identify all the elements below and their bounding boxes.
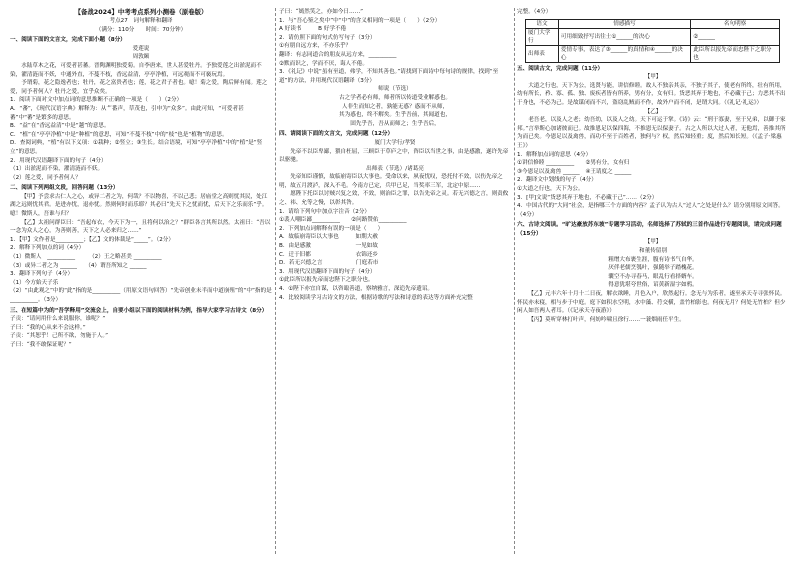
table-cell: 此臣所以报先帝而忠陛下之职分也 [691,45,780,62]
table-cell: 可用细致抒写出往士①______的决心 [558,28,690,45]
table-header: 情感描写 [558,19,690,28]
passage-paragraph: 【乙】元丰六年十月十二日夜，解衣欲睡，月色入户，欣然起行。念无与为乐者，遂至承天寺寻张怀民。怀民亦未寝，相与步于中庭。庭下如积水空明，水中藻、荇交横，盖竹柏影也。何夜无月？何处无竹柏？但少闲人如吾两人者耳。（《记承天寺夜游》） [517,291,786,315]
question: 2．用现代汉语翻译下面的句子（4分） [10,157,107,164]
passage-paragraph: 愿陛下托臣以讨贼兴复之效，不效，则治臣之罪，以告先帝之灵。若无兴德之言，则责攸之、祎、允等之慢，以彰其咎。 [279,191,509,207]
question: 2．解释下列加点的词（4分） [10,245,85,252]
question: 3．《礼记》中说“虽有至道，弗学，不知其善也。”请找到下面诗中每句诗的规律，找到“至道”的方法，并用现代汉语翻译（3分） [279,69,499,84]
option: D．若无兴德之言 门庭若市 [279,260,379,267]
question: 2．翻译文中划线的句子（4分） [517,177,597,184]
passage-label: 【甲】 [644,239,662,246]
dialogue-line: 子贡：“其恕乎！己所不欲，勿施于人。” [10,333,109,340]
passage-label: 【乙】 [644,108,662,115]
sub-question: ③今恩足以及禽兽 ______ ④王请度之 ______ [517,168,632,175]
question: （2）“由此观之”中的“此”指的是__________（用原文语句回答）“先帝创业未半而中道崩殂”的“中”指的是__________。（3分） [10,288,272,303]
question: 完整。（4分） [517,9,552,15]
column-middle [279,8,511,556]
option: B．由是感激 一见如故 [279,243,378,250]
passage-title: 厦门大学行/孝贤 [374,139,416,146]
poem-line: 其为惑也，终不解矣。生乎吾前，其闻道也， [339,112,451,119]
sub-question: ①有朋自远方来，不亦乐乎？ [279,43,352,50]
passage-title: 爱莲说 [132,45,150,52]
score-line: （满分：110分 时间：70分钟） [95,26,187,33]
question: 3．[甲]文说“货恶其弃于地也，不必藏于己”……（2分） [517,194,658,201]
question: 4．比较阅读学习古诗文的方法，根据诗歌的写法和诗意的表达等方面补充完整 [279,294,473,301]
column-divider [514,8,515,554]
sub-question: ①此臣所以报先帝而忠陛下之职分也。 [279,277,374,284]
option: D．查阅词典，“植”有以下义项：①栽种；②竖立；③生长。结合语境，可知“亭亭净植”中的“植”是“竖立”的意思。 [10,140,263,155]
question: 1．解释加点词的意思（4分） [517,151,592,158]
passage-author: 周敦颐 [132,54,150,61]
sub-question: ①讲信修睦 __________ ②男有分，女有归 [517,160,630,167]
question: 2．请仿照下面的句式仿写句子（3分） [279,34,376,41]
question: 3．翻译下列句子（4分） [10,271,74,278]
option: B．“益”在“香远益清”中是“越”的意思。 [10,123,110,130]
option: C．“植”在“亭亭净植”中是“种植”的意思，可知“不蔓不枝”中的“枝”也是“植物”的意思。 [10,131,228,138]
section-heading: 六、古诗文阅读。“旷达豪放苏东坡”专题学习活动，名师选择了苏轼的三首作品进行专题阅读，请完成问题（15分） [517,222,782,237]
sub-question: 4．①陛下亦宜自谋，以咨诹善道，察纳雅言，深追先帝遗诏。 [279,286,434,292]
column-right [517,8,789,556]
passage-paragraph: 老吾老，以及人之老；幼吾幼，以及人之幼。天下可运于掌。《诗》云：“刑于寡妻，至于兄弟，以御于家邦。”言举斯心加诸彼而已。故推恩足以保四海，不推恩无以保妻子。古之人所以大过人者，无他焉，善推其所为而已矣。今恩足以及禽兽，而功不至于百姓者，独何与？权，然后知轻重；度，然后知长短。（《孟子·梁惠王》） [517,117,786,149]
column-divider [275,8,276,554]
table-row [526,28,780,45]
dialogue-line: 子曰：“我不敢保证呢？” [10,341,72,348]
section-heading: 一、阅读下面的文言文，完成下面小题（8分） [10,37,126,44]
document-title: 【备战2024】中考考点系列小测卷（原卷版） [74,8,208,16]
option: A．“蕃”，《现代汉语字典》解释为：从艹番声，草茂也，引申为“众多”。由此可知，“可爱者甚蕃”中“蕃”是繁多的意思。 [10,105,244,121]
table-cell: 出师表 [526,45,559,62]
sub-question: ①裴人嘲臣鄙__________ ②问路赞佑__________ [279,217,407,224]
table-header-row [526,19,780,28]
topic-heading: 考点27 词句解释和翻译 [109,18,173,24]
passage-paragraph: 【乙】太祖问群臣曰：“吾起布衣，今天下为一，且将何以治之？”群臣各言其所以然。太祖曰：“吾以一念为众人之心，为善则善，天下之人必来归之……” [10,219,271,235]
table-cell: 厦门大学行 [526,28,559,45]
passage-paragraph: 先帝知臣谨慎，故临崩寄臣以大事也。受命以来，夙夜忧叹，恐托付不效，以伤先帝之明，故五月渡泸，深入不毛。今南方已定，兵甲已足，当奖率三军，北定中原…… [279,174,503,189]
passage-paragraph: 予谓菊，花之隐逸者也；牡丹，花之富贵者也；莲，花之君子者也。噫！菊之爱，陶后鲜有闻。莲之爱，同予者何人？牡丹之爱，宜乎众矣。 [10,80,268,95]
question: 4．中国古代的“大同”社会，是指哪三个方面的内容？孟子认为古人“过人”之处是什么？请分别用原文回答。（4分） [517,203,784,218]
passage-paragraph: 大道之行也，天下为公，选贤与能，讲信修睦。故人不独亲其亲，不独子其子，使老有所终，壮有所用，幼有所长，矜、寡、孤、独、废疾者皆有所养，男有分，女有归。货恶其弃于地也，不必藏于己；力恶其不出于身也，不必为己。是故谋闭而不兴，盗窃乱贼而不作，故外户而不闭，是谓大同。（《礼记·礼运》） [517,82,786,106]
passage-paragraph: 水陆草木之花，可爱者甚蕃。晋陶渊明独爱菊。自李唐来，世人甚爱牡丹。予独爱莲之出淤泥而不染，濯清涟而不妖，中通外直，不蔓不枝，香远益清，亭亭净植，可远观而不可亵玩焉。 [10,62,262,78]
passage-label: 【甲】 [644,74,662,81]
column-left [10,8,272,556]
comparison-table [525,19,780,63]
passage-paragraph: 【丙】莫听穿林打叶声，何妨吟啸且徐行……一蓑烟雨任平生。 [528,316,685,323]
table-cell: ②______ [691,28,780,45]
passage-title: 出师表（节选）/诸葛亮 [366,165,424,172]
sub-question: ②默而识之，学而不厌，诲人不倦。 [279,60,368,67]
sub-question: （3）或异二者之为 ______ （4）谓吾所知之 ______ [10,262,147,269]
sub-question: （2）莲之爱，同予者何人？ [10,174,81,181]
table-cell: 爱情专事，表达了③______的真情和④______的决心 [558,45,690,62]
poem-line: 囊空不办寻春马，眼乱行看择婿车。 [608,273,698,280]
passage-paragraph: 先帝不以臣卑鄙，猥自枉屈，三顾臣于草庐之中，咨臣以当世之事，由是感激，遂许先帝以驱驰。 [279,148,509,164]
poem-line: 得意犹堪夸世俗，诏黄新湿字如鸦。 [608,282,698,289]
question: 1．请给下列句中加点字注音（2分） [279,208,371,215]
poem-line: 厌伴老儒烹瓠叶，强随举子踏槐花。 [608,265,698,272]
question: 1．【甲】文作者是__________；【乙】文的体裁是“_____”。（2分） [10,236,174,243]
section-heading: 四、请阅读下面的文言文，完成问题（12分） [279,131,394,138]
section-heading: 三、在短篇中为的“吾学释用”交流会上，自要小组以下面的阅读材料为例，指导大家学习古诗文（8分） [10,307,268,314]
poem-line: 粗缯大布裹生涯，腹有诗书气自华。 [608,256,698,263]
question: 2．下列加点词解释有误的一项是（ ） [279,225,384,232]
table-header: 语文 [526,19,559,28]
section-heading: 五、阅读古文，完成问题（11分） [517,65,604,72]
poem-line: 古之学者必有师，师者所以传道受业解惑也。 [339,94,451,101]
table-row [526,45,780,62]
poem-title: 和董传留别 [639,248,667,255]
dialogue-line: 子曰：“我的心从来不会这样。” [10,324,86,331]
sub-question: （1）今方始天子乐 [10,279,59,286]
section-heading: 二、阅读下列两组文段，回答问题（13分） [10,185,119,192]
question: 3．用现代汉语翻译下面的句子（4分） [279,268,376,275]
option: A 好读书 B 好学不倦 [279,26,347,33]
sub-question: （1）出淤泥而不染，濯清涟而不妖。 [10,166,104,173]
option: C．迁于旧都 衣锦还乡 [279,251,379,258]
question: 1．阅读下面对文中加点词的意思推断不正确的一项是（ ）（2分） [10,97,183,104]
question: 1．与“吾心鉴之矣中”中“中”的含义相同的一项是（ ）（2分） [279,17,441,24]
dialogue-line: 子贡：“请问用什么来说服你，谁呢？” [10,316,106,323]
sub-question: ①大道之行也，天下为公。 [517,185,584,192]
poem-line: 人非生而知之者，孰能无惑？惑而不从师， [341,103,449,110]
sub-question: （1）微斯人 __________ （2）王之略甚美 __________ [10,254,162,261]
poem-line: 固先乎吾，吾从而师之；生乎吾后， [350,120,440,127]
table-header: 名句明察 [691,19,780,28]
sub-question: 翻译：有志同道合的朋友从远方来，__________ [279,51,397,58]
option: A．故临崩寄臣以大事也 如期大赦 [279,234,378,241]
poem-title: 师说（节选） [378,86,412,93]
dialogue-line: 子曰：“嫣然笑之，亦如今日……” [279,9,364,15]
passage-paragraph: 【甲】予尝求古仁人之心，或异二者之为，何哉？不以物喜，不以己悲；居庙堂之高则忧其民，处江湖之远则忧其君。是进亦忧，退亦忧。然则何时而乐耶？其必曰“先天下之忧而忧，后天下之乐而乐”乎。噫！微斯人，吾谁与归？ [10,193,268,218]
